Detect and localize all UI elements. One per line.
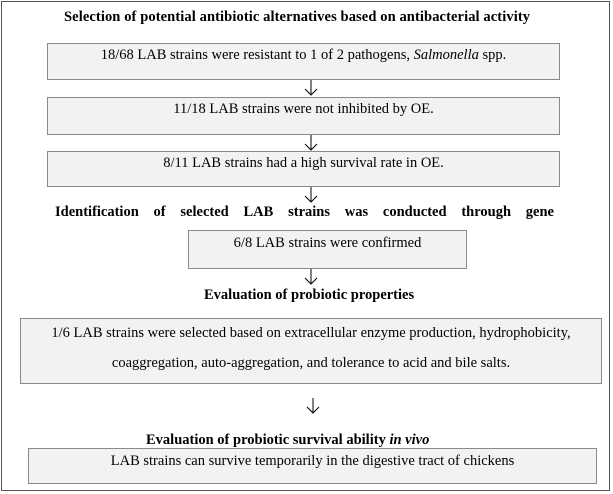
arrow-down-icon <box>304 187 318 203</box>
arrow-down-icon <box>304 80 318 96</box>
step-box-probiotic-selection-line-2: coaggregation, auto-aggregation, and tolerance to acid and bile salts. <box>111 355 511 371</box>
flowchart-title: Selection of potential antibiotic alternatives based on antibacterial activity <box>64 9 531 25</box>
step-box-pathogen-resistance-text: 18/68 LAB strains were resistant to 1 of 2 pathogens, Salmonella spp. <box>100 47 507 63</box>
step-box-confirmed <box>188 230 467 269</box>
heading-identification: Identification of selected LAB strains was conducted through gene <box>55 204 554 220</box>
step-box-probiotic-selection-line-1: 1/6 LAB strains were selected based on extracellular enzyme production, hydrophobicity, <box>51 325 571 341</box>
arrow-down-icon <box>304 269 318 285</box>
arrow-down-icon <box>306 398 320 414</box>
arrow-down-icon <box>304 135 318 151</box>
step-box-oe-survival <box>47 151 560 187</box>
step-box-in-vivo-result <box>28 448 597 484</box>
heading-in-vivo-survival: Evaluation of probiotic survival ability in vivo <box>146 432 430 448</box>
step-box-confirmed-text: 6/8 LAB strains were confirmed <box>233 235 422 251</box>
step-box-pathogen-resistance <box>47 43 560 80</box>
step-box-in-vivo-result-text: LAB strains can survive temporarily in the digestive tract of chickens <box>110 453 515 469</box>
step-box-oe-inhibition <box>47 97 560 135</box>
heading-probiotic-properties: Evaluation of probiotic properties <box>204 287 415 303</box>
step-box-oe-inhibition-text: 11/18 LAB strains were not inhibited by OE. <box>173 101 434 117</box>
step-box-oe-survival-text: 8/11 LAB strains had a high survival rate in OE. <box>163 155 444 171</box>
step-box-probiotic-selection <box>20 318 602 384</box>
